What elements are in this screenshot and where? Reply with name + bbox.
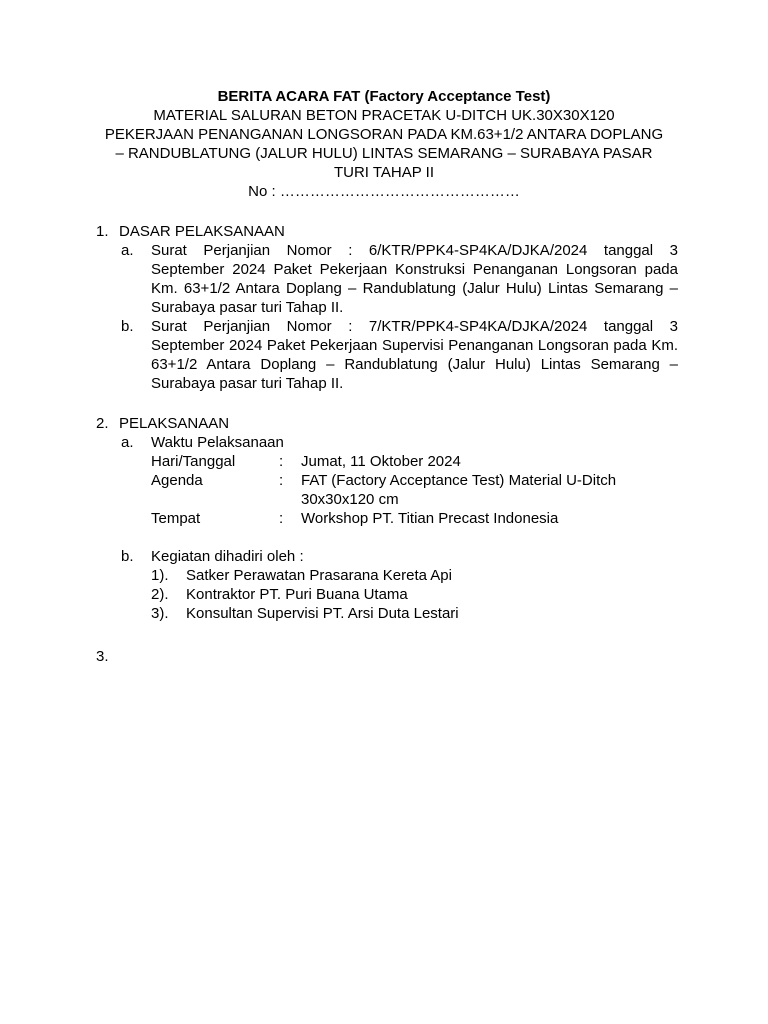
document-subtitle-material: MATERIAL SALURAN BETON PRACETAK U-DITCH UK.30X30X120	[153, 107, 615, 124]
list-item-label: Kegiatan dihadiri oleh :	[151, 548, 304, 565]
detail-row-tempat	[96, 509, 678, 528]
detail-value: Workshop PT. Titian Precast Indonesia	[301, 510, 559, 527]
list-item-kegiatan	[96, 547, 678, 566]
document-subtitle-project-line1: PEKERJAAN PENANGANAN LONGSORAN PADA KM.63+1/2 ANTARA DOPLANG	[104, 126, 664, 143]
section-number: 2.	[96, 415, 109, 432]
detail-colon: :	[279, 510, 284, 527]
list-item	[96, 241, 678, 317]
detail-label: Hari/Tanggal	[151, 453, 236, 470]
list-marker: a.	[121, 434, 134, 451]
section-title: DASAR PELAKSANAAN	[119, 223, 285, 240]
list-item	[96, 317, 678, 393]
section-number: 3.	[96, 648, 109, 665]
attendee-number: 2).	[151, 586, 169, 603]
section-3	[96, 647, 678, 666]
section-dasar-pelaksanaan	[96, 222, 678, 393]
detail-row-hari-tanggal	[96, 452, 678, 471]
attendee-number: 1).	[151, 567, 169, 584]
detail-label: Agenda	[151, 472, 203, 489]
list-item-label: Waktu Pelaksanaan	[151, 434, 284, 451]
attendee-name: Satker Perawatan Prasarana Kereta Api	[186, 567, 452, 584]
section-title: PELAKSANAAN	[119, 415, 230, 432]
list-marker: b.	[121, 318, 134, 335]
detail-colon: :	[279, 453, 284, 470]
document-subtitle-project-line2: – RANDUBLATUNG (JALUR HULU) LINTAS SEMARANG – SURABAYA PASAR	[115, 145, 653, 162]
section-heading	[96, 647, 678, 666]
detail-label: Tempat	[151, 510, 201, 527]
list-item-waktu	[96, 433, 678, 452]
document-number: No : …………………………………………	[248, 183, 520, 200]
section-pelaksanaan	[96, 414, 678, 623]
detail-value: FAT (Factory Acceptance Test) Material U-Ditch 30x30x120 cm	[301, 472, 617, 508]
section-heading	[96, 414, 678, 433]
attendee-item	[96, 566, 678, 585]
document-subtitle-project-line3: TURI TAHAP II	[333, 164, 435, 181]
document-title: BERITA ACARA FAT (Factory Acceptance Test)	[217, 88, 551, 105]
list-item-text: Surat Perjanjian Nomor : 7/KTR/PPK4-SP4KA/DJKA/2024 tanggal 3 September 2024 Paket Pekerjaan Supervisi Penanganan Longsoran pada Km. 63+1/2 Antara Doplang – Randublatung (Jalur Hulu) Lintas Semarang – Surabaya pasar turi Tahap II.	[151, 318, 678, 392]
list-item-text: Surat Perjanjian Nomor : 6/KTR/PPK4-SP4KA/DJKA/2024 tanggal 3 September 2024 Paket Pekerjaan Konstruksi Penanganan Longsoran pada Km. 63+1/2 Antara Doplang – Randublatung (Jalur Hulu) Lintas Semarang – Surabaya pasar turi Tahap II.	[151, 242, 678, 316]
section-heading	[96, 222, 678, 241]
detail-colon: :	[279, 472, 284, 489]
attendee-name: Kontraktor PT. Puri Buana Utama	[186, 586, 408, 603]
attendee-number: 3).	[151, 605, 169, 622]
list-marker: b.	[121, 548, 134, 565]
detail-row-agenda	[96, 471, 678, 509]
section-number: 1.	[96, 223, 109, 240]
attendee-item	[96, 604, 678, 623]
attendee-item	[96, 585, 678, 604]
attendee-name: Konsultan Supervisi PT. Arsi Duta Lestari	[186, 605, 459, 622]
document-title-block	[90, 87, 678, 201]
detail-value: Jumat, 11 Oktober 2024	[301, 453, 461, 470]
list-marker: a.	[121, 242, 134, 259]
